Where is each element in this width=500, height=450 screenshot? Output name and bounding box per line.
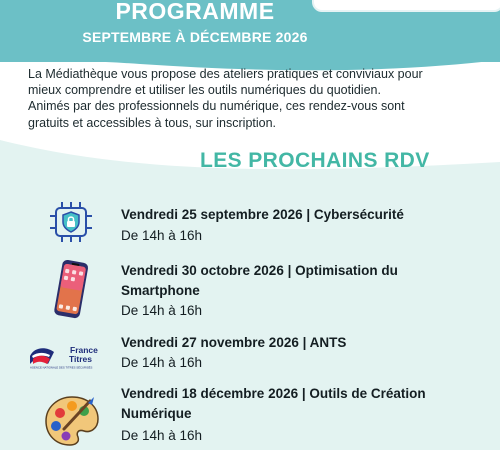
page-title: PROGRAMME (115, 0, 275, 24)
event-title: Vendredi 25 septembre 2026 | Cybersécurité (121, 207, 404, 222)
event-time: De 14h à 16h (121, 303, 203, 318)
event-title-line: Smartphone (121, 283, 200, 298)
event-title-line: Numérique (121, 406, 192, 421)
intro-line: La Médiathèque vous propose des ateliers pratiques et conviviaux pour (28, 67, 423, 81)
event-item (0, 198, 500, 256)
intro-paragraph (28, 66, 478, 131)
cybersecurity-icon (48, 200, 94, 244)
event-title (121, 384, 481, 424)
event-item (0, 258, 500, 328)
event-title (121, 261, 481, 301)
france-titres-logo (28, 344, 106, 370)
section-title: LES PROCHAINS RDV (200, 149, 430, 172)
page-subtitle: SEPTEMBRE À DÉCEMBRE 2026 (82, 29, 308, 45)
palette-icon (44, 393, 100, 447)
smartphone-icon (50, 258, 92, 322)
intro-line: mieux comprendre et utiliser les outils numériques du quotidien. (28, 83, 381, 98)
event-item (0, 381, 500, 450)
free-registration-badge (312, 0, 500, 12)
event-item (0, 330, 500, 380)
logo-tagline: AGENCE NATIONALE DES TITRES SÉCURISÉS (30, 365, 93, 370)
intro-line: gratuits et accessibles à tous, sur inscription. (28, 115, 277, 130)
logo-text-titres: Titres (69, 354, 92, 364)
logo-text-france: France (70, 345, 98, 355)
event-time: De 14h à 16h (121, 428, 203, 443)
event-time: De 14h à 16h (121, 355, 203, 370)
event-title: Vendredi 27 novembre 2026 | ANTS (121, 335, 347, 350)
event-time: De 14h à 16h (121, 228, 203, 243)
event-title-line: Vendredi 30 octobre 2026 | Optimisation du (121, 263, 398, 278)
event-title-line: Vendredi 18 décembre 2026 | Outils de Création (121, 386, 426, 401)
intro-line: Animés par des professionnels du numérique, ces rendez-vous sont (28, 99, 405, 114)
